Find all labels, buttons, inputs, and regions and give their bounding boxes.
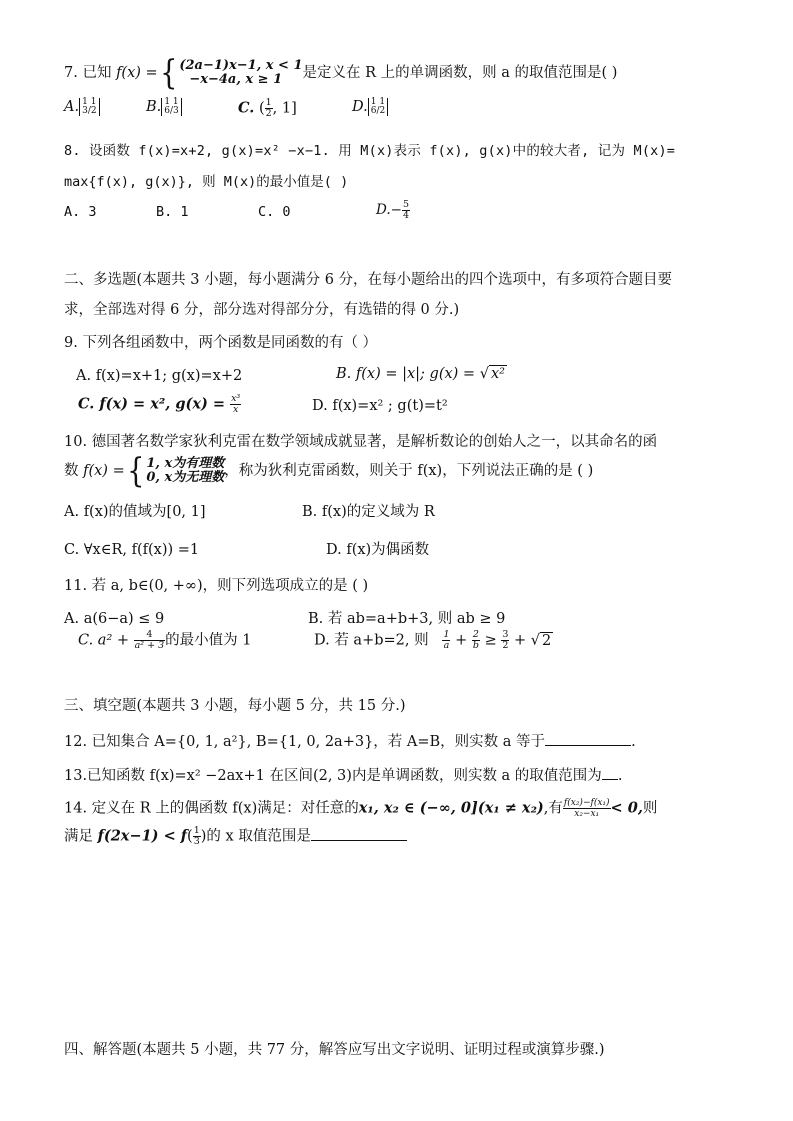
q10-option-a: A. f(x)的值域为[0, 1] [64, 504, 206, 520]
q7-brace: { [159, 53, 178, 93]
q8-option-c: C. 0 [258, 204, 291, 220]
section-3-title: 三、填空题(本题共 3 小题，每小题 5 分，共 15 分.) [64, 698, 406, 714]
q10-option-b: B. f(x)的定义域为 R [302, 504, 435, 520]
q10-line1: 10. 德国著名数学家狄利克雷在数学领域成就显著，是解析数论的创始人之一，以其命名的函 [64, 434, 658, 450]
q8-options [64, 199, 764, 228]
q11-option-d: D. 若 a+b=2, 则 $\frac{1}{a}$ + $\frac{2}{b}$ ≥ $\frac{3}{2}$ + √ 2 [314, 629, 552, 651]
q7-cases: (2a−1)x−1, x < 1 −x−4a, x ≥ 1 [179, 58, 303, 87]
q7-option-b: B. 1 1 6/3 [146, 98, 182, 116]
section-2-line1: 二、多选题(本题共 3 小题，每小题满分 6 分，在每小题给出的四个选项中，有多项符合题目要 [64, 272, 673, 288]
q10-option-d: D. f(x)为偶函数 [326, 542, 430, 558]
q8-line2: max{f(x), g(x)}, 则 M(x)的最小值是( ) [64, 174, 349, 190]
q14-answer-blank[interactable] [311, 828, 407, 841]
q9-option-a: A. f(x)=x+1; g(x)=x+2 [76, 368, 243, 384]
q11-stem: 11. 若 a, b∈(0, +∞)，则下列选项成立的是 ( ) [64, 578, 369, 594]
q10-line2: 数 f(x) ={ 1, x为有理数 0, x为无理数，称为狄利克雷函数，则关于 f(x)，下列说法正确的是 ( ) [64, 451, 594, 491]
q10-option-c: C. ∀x∈R, f(f(x)) =1 [64, 542, 200, 558]
q8-option-b: B. 1 [156, 204, 189, 220]
q11-option-c: C. a² + $\frac{4}{\text{a² + 3}}$ 的最小值为 1 [78, 629, 252, 651]
q7-option-d: D. 1 1 6/2 [352, 98, 388, 116]
q11-option-b: B. 若 ab=a+b+3, 则 ab ≥ 9 [308, 611, 506, 627]
q7-option-c: C. ( $\frac{1}{2}$ , 1] [238, 97, 297, 119]
q7-option-a: A. 1 1 3/2 [64, 98, 100, 116]
q7-stem: 7. 已知 f(x) ={ (2a−1)x−1, x < 1 −x−4a, x ≥ 1 是定义在 R 上的单调函数，则 a 的取值范围是( ) [64, 53, 618, 93]
q9-option-c: C. f(x) = x², g(x) = $\frac{\text{x³}}{x}$ [78, 393, 241, 415]
q9-option-b: B. f(x) = |x|; g(x) = √ x² [336, 366, 505, 382]
q8-line1: 8. 设函数 f(x)=x+2, g(x)=x² −x−1. 用 M(x)表示 f(x), g(x)中的较大者, 记为 M(x)= [64, 143, 676, 159]
q9-stem: 9. 下列各组函数中，两个函数是同函数的有（ ） [64, 335, 378, 351]
q8-option-a: A. 3 [64, 204, 97, 220]
q12-answer-blank[interactable] [545, 733, 631, 746]
q8-option-d: D.− $\frac{5}{4}$ [376, 199, 409, 221]
q13-answer-blank[interactable] [602, 767, 618, 780]
section-2-line2: 求，全部选对得 6 分，部分选对得部分分，有选错的得 0 分.) [64, 302, 460, 318]
q14-line1: 14. 定义在 R 上的偶函数 f(x)满足：对任意的x₁, x₂ ∈ (−∞, 0](x₁ ≠ x₂),有 $\frac{\text{f(x₂)−f(x₁)}}{\text{x₂−x₁}}$ < 0,则 [64, 798, 658, 819]
q12: 12. 已知集合 A={0, 1, a²}, B={1, 0, 2a+3}，若 A=B，则实数 a 等于 . [64, 734, 636, 750]
section-4-title: 四、解答题(本题共 5 小题，共 77 分，解答应写出文字说明、证明过程或演算步骤.) [64, 1042, 605, 1058]
q14-line2: 满足 f(2x−1) < f( $\frac{1}{3}$ )的 x 取值范围是 [64, 826, 407, 847]
q9-option-d: D. f(x)=x² ; g(t)=t² [312, 398, 448, 414]
q11-option-a: A. a(6−a) ≤ 9 [64, 611, 165, 627]
q13: 13.已知函数 f(x)=x² −2ax+1 在区间(2, 3)内是单调函数，则实数 a 的取值范围为 . [64, 768, 623, 784]
